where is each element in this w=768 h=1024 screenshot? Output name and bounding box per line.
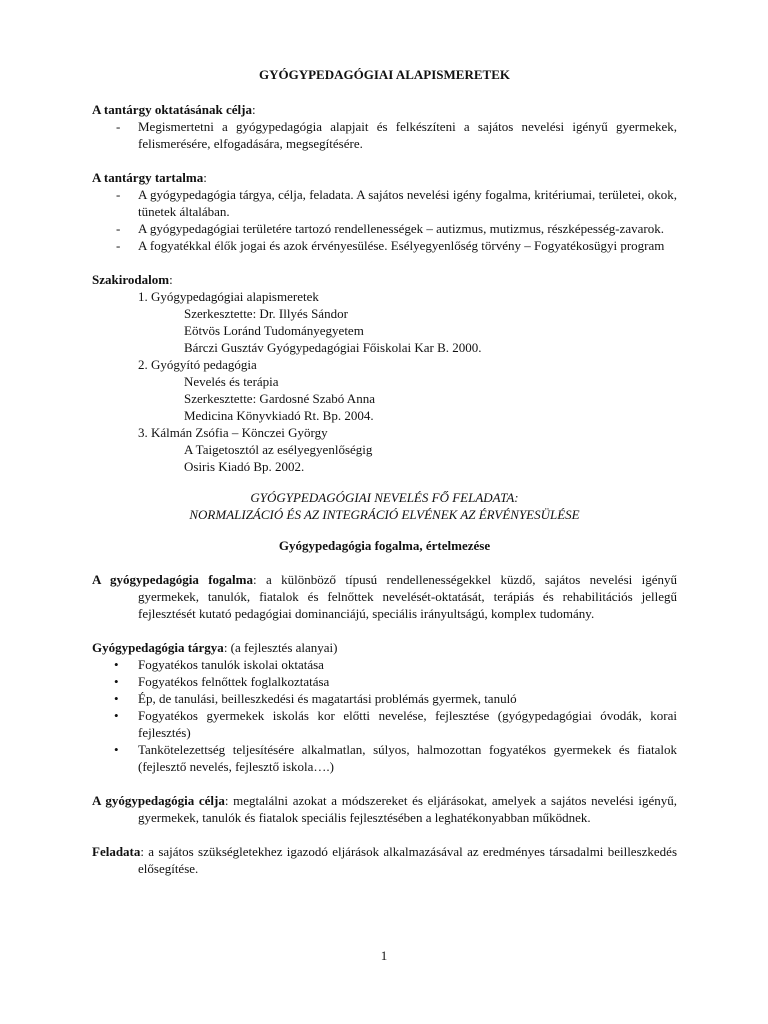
content-list	[92, 186, 677, 254]
subject-section	[92, 639, 677, 775]
subject-text: : (a fejlesztés alanyai)	[223, 640, 338, 655]
list-item	[92, 656, 677, 673]
document-title: GYÓGYPEDAGÓGIAI ALAPISMERETEK	[258, 67, 510, 82]
dash-marker: -	[116, 187, 121, 202]
literature-item-line: Nevelés és terápia	[184, 374, 279, 389]
subject-item-text: Ép, de tanulási, beilleszkedési és magatartási problémás gyermek, tanuló	[138, 691, 517, 706]
bullet-icon: •	[114, 708, 119, 723]
literature-section	[92, 271, 677, 475]
bullet-icon: •	[114, 691, 119, 706]
list-item	[92, 118, 677, 152]
aim-paragraph	[92, 792, 677, 826]
list-item	[92, 690, 677, 707]
goal-heading-text: A tantárgy oktatásának célja	[92, 102, 252, 117]
aim-term: A gyógypedagógia célja	[92, 793, 225, 808]
bullet-icon: •	[114, 674, 119, 689]
subject-item-text: Fogyatékos gyermekek iskolás kor előtti nevelése, fejlesztése (gyógypedagógiai óvodák, korai fejlesztés)	[138, 708, 677, 740]
subject-item-text: Tankötelezettség teljesítésére alkalmatlan, súlyos, halmozottan fogyatékos gyermekek és fiatalok (fejlesztő nevelés, fejlesztő iskola….)	[138, 742, 677, 774]
literature-heading: Szakirodalom:	[92, 272, 173, 287]
motto-line-2: NORMALIZÁCIÓ ÉS AZ INTEGRÁCIÓ ELVÉNEK AZ ÉRVÉNYESÜLÉSE	[189, 507, 580, 522]
list-item	[92, 220, 677, 237]
content-heading: A tantárgy tartalma:	[92, 170, 207, 185]
content-item-text: A gyógypedagógiai területére tartozó rendellenességek – autizmus, mutizmus, részképesség-zavarok.	[138, 221, 664, 236]
goal-heading: A tantárgy oktatásának célja:	[92, 102, 256, 117]
literature-item-title: 3. Kálmán Zsófia – Könczei György	[138, 425, 328, 440]
motto	[92, 489, 677, 523]
motto-line-1: GYÓGYPEDAGÓGIAI NEVELÉS FŐ FELADATA:	[250, 490, 519, 505]
list-item	[92, 237, 677, 254]
literature-item-line: Eötvös Loránd Tudományegyetem	[184, 323, 364, 338]
subject-item-text: Fogyatékos tanulók iskolai oktatása	[138, 657, 324, 672]
literature-item-line: Bárczi Gusztáv Gyógypedagógiai Főiskolai Kar B. 2000.	[184, 340, 482, 355]
section-title: Gyógypedagógia fogalma, értelmezése	[278, 538, 491, 553]
content-section	[92, 169, 677, 254]
list-item	[92, 741, 677, 775]
task-paragraph	[92, 843, 677, 877]
literature-item-title: 2. Gyógyító pedagógia	[138, 357, 257, 372]
literature-item-line: Osiris Kiadó Bp. 2002.	[184, 459, 305, 474]
content-item-text: A fogyatékkal élők jogai és azok érvényesülése. Esélyegyenlőség törvény – Fogyatékosügyi program	[138, 238, 665, 253]
task-term: Feladata	[92, 844, 141, 859]
dash-marker: -	[116, 119, 121, 134]
literature-heading-text: Szakirodalom	[92, 272, 170, 287]
goal-section	[92, 101, 677, 152]
dash-marker: -	[116, 238, 121, 253]
content-heading-text: A tantárgy tartalma	[92, 170, 204, 185]
goal-list	[92, 118, 677, 152]
bullet-icon: •	[114, 657, 119, 672]
page-number: 1	[380, 948, 388, 963]
literature-item-line: Szerkesztette: Dr. Illyés Sándor	[184, 306, 348, 321]
aim-text: : megtalálni azokat a módszereket és eljárásokat, amelyek a sajátos nevelési igényű, gyermekek, tanulók és fiatalok speciális fejlesztésében a leghatékonyabban működnek.	[138, 793, 677, 825]
list-item	[92, 673, 677, 690]
list-item	[92, 186, 677, 220]
document-page	[92, 66, 677, 877]
task-text: : a sajátos szükségletekhez igazodó eljárások alkalmazásával az eredményes társadalmi beilleszkedés elősegítése.	[138, 844, 677, 876]
content-item-text: A gyógypedagógia tárgya, célja, feladata. A sajátos nevelési igény fogalma, kritériumai, területei, okok, tünetek általában.	[138, 187, 677, 219]
literature-item-title: 1. Gyógypedagógiai alapismeretek	[138, 289, 319, 304]
goal-item-text: Megismertetni a gyógypedagógia alapjait és felkészíteni a sajátos nevelési igényű gyermekek, felismerésére, elfogadására, megsegítésére.	[138, 119, 677, 151]
definition-text: : a különböző típusú rendellenességekkel küzdő, sajátos nevelési igényű gyermekek, tanulók, fiatalok és felnőttek nevelését-oktatását, terápiás és rehabilitációs jellegű fejlesztését kutató pedagógiai dominanciájú, speciális irányultságú, komplex tudomány.	[138, 572, 677, 621]
subject-item-text: Fogyatékos felnőttek foglalkoztatása	[138, 674, 330, 689]
dash-marker: -	[116, 221, 121, 236]
literature-item-line: A Taigetosztól az esélyegyenlőségig	[184, 442, 373, 457]
subject-list	[92, 656, 677, 775]
list-item	[92, 707, 677, 741]
subject-heading	[92, 639, 677, 656]
bullet-icon: •	[114, 742, 119, 757]
literature-item-line: Szerkesztette: Gardosné Szabó Anna	[184, 391, 375, 406]
literature-item-line: Medicina Könyvkiadó Rt. Bp. 2004.	[184, 408, 374, 423]
definition-paragraph	[92, 571, 677, 622]
subject-term: Gyógypedagógia tárgya	[92, 640, 224, 655]
definition-term: A gyógypedagógia fogalma	[92, 572, 254, 587]
